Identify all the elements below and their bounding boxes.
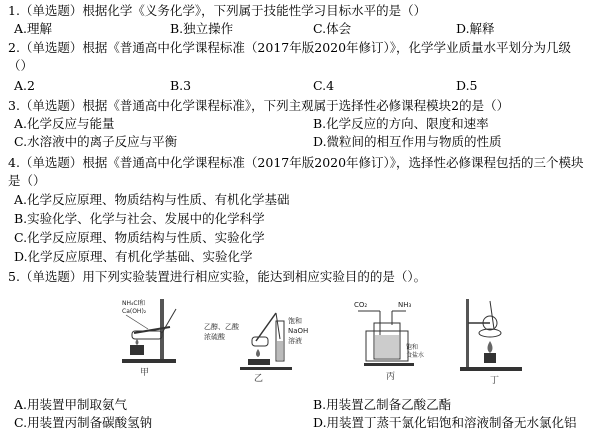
apparatus-yi-caption: 乙	[254, 374, 264, 384]
apparatus-jia-label2: Ca(OH)₂	[122, 308, 147, 315]
q4-option-d[interactable]: D.化学反应原理、有机化学基础、实验化学	[14, 249, 253, 264]
apparatus-ding-figure	[456, 293, 528, 386]
apparatus-ding-caption: 丁	[490, 376, 500, 386]
apparatus-jia-caption: 甲	[140, 368, 150, 378]
apparatus-bing-label4: 食盐水	[406, 352, 425, 359]
apparatus-ding-drawing	[456, 293, 528, 373]
q1-stem: 1.（单选题）根据化学《义务化学》，下列属于技能性学习目标水平的是（）	[8, 3, 427, 18]
apparatus-jia-label1: NH₄Cl和	[122, 300, 146, 307]
apparatus-yi-drawing	[196, 293, 316, 373]
q2-option-b[interactable]: B.3	[170, 78, 192, 93]
apparatus-bing-figure	[344, 293, 444, 381]
q3-option-b[interactable]: B.化学反应的方向、限度和速率	[313, 116, 489, 131]
q4-stem-line2: 是（）	[8, 173, 46, 188]
q5-option-d[interactable]: D.用装置丁蒸干氯化铝饱和溶液制备无水氯化铝	[313, 415, 577, 430]
apparatus-yi-label4: NaOH	[288, 327, 309, 335]
q2-option-c[interactable]: C.4	[313, 78, 335, 93]
q3-stem: 3.（单选题）根据《普通高中化学课程标准》，下列主观属于选择性必修课程模块2的是（）	[8, 98, 510, 113]
q4-option-a[interactable]: A.化学反应原理、物质结构与性质、有机化学基础	[14, 192, 290, 207]
apparatus-bing-drawing	[344, 293, 444, 369]
q5-stem: 5.（单选题）用下列实验装置进行相应实验，能达到相应实验目的的是（）。	[8, 269, 427, 284]
q1-option-c[interactable]: C.体会	[313, 21, 352, 36]
q4-stem-line1: 4.（单选题）根据《普通高中化学课程标准（2017年版2020年修订）》，选择性必修课程包括的三个模块	[8, 155, 584, 170]
q5-option-b[interactable]: B.用装置乙制备乙酸乙酯	[313, 397, 452, 412]
apparatus-yi-label3: 饱和	[288, 317, 302, 325]
q2-stem-line1: 2.（单选题）根据《普通高中化学课程标准（2017年版2020年修订）》，化学学业质量水平划分为几级	[8, 40, 572, 55]
apparatus-bing-label3: 饱和	[406, 344, 419, 351]
apparatus-yi-figure	[196, 293, 316, 384]
apparatus-jia-figure	[118, 293, 180, 381]
q3-option-d[interactable]: D.微粒间的相互作用与物质的性质	[313, 134, 502, 149]
apparatus-yi-label5: 溶液	[288, 337, 302, 345]
apparatus-bing-caption: 丙	[386, 372, 396, 382]
apparatus-bing-label1: CO₂	[354, 301, 368, 309]
q1-option-d[interactable]: D.解释	[456, 21, 495, 36]
apparatus-jia-drawing	[118, 293, 180, 365]
apparatus-yi-label2: 浓硫酸	[204, 333, 225, 341]
q5-option-c[interactable]: C.用装置丙制备碳酸氢钠	[14, 415, 153, 430]
q4-option-c[interactable]: C.化学反应原理、物质结构与性质、实验化学	[14, 230, 265, 245]
apparatus-yi-label1: 乙醇、乙酸	[204, 323, 239, 331]
q2-option-d[interactable]: D.5	[456, 78, 478, 93]
q2-stem-line2: （）	[8, 58, 34, 73]
q3-option-c[interactable]: C.水溶液中的离子反应与平衡	[14, 134, 178, 149]
q2-option-a[interactable]: A.2	[14, 78, 35, 93]
apparatus-bing-label2: NH₃	[398, 301, 412, 309]
q5-option-a[interactable]: A.用装置甲制取氨气	[14, 397, 128, 412]
q1-option-a[interactable]: A.理解	[14, 21, 53, 36]
q3-option-a[interactable]: A.化学反应与能量	[14, 116, 115, 131]
q1-option-b[interactable]: B.独立操作	[170, 21, 234, 36]
q4-option-b[interactable]: B.实验化学、化学与社会、发展中的化学科学	[14, 211, 265, 226]
